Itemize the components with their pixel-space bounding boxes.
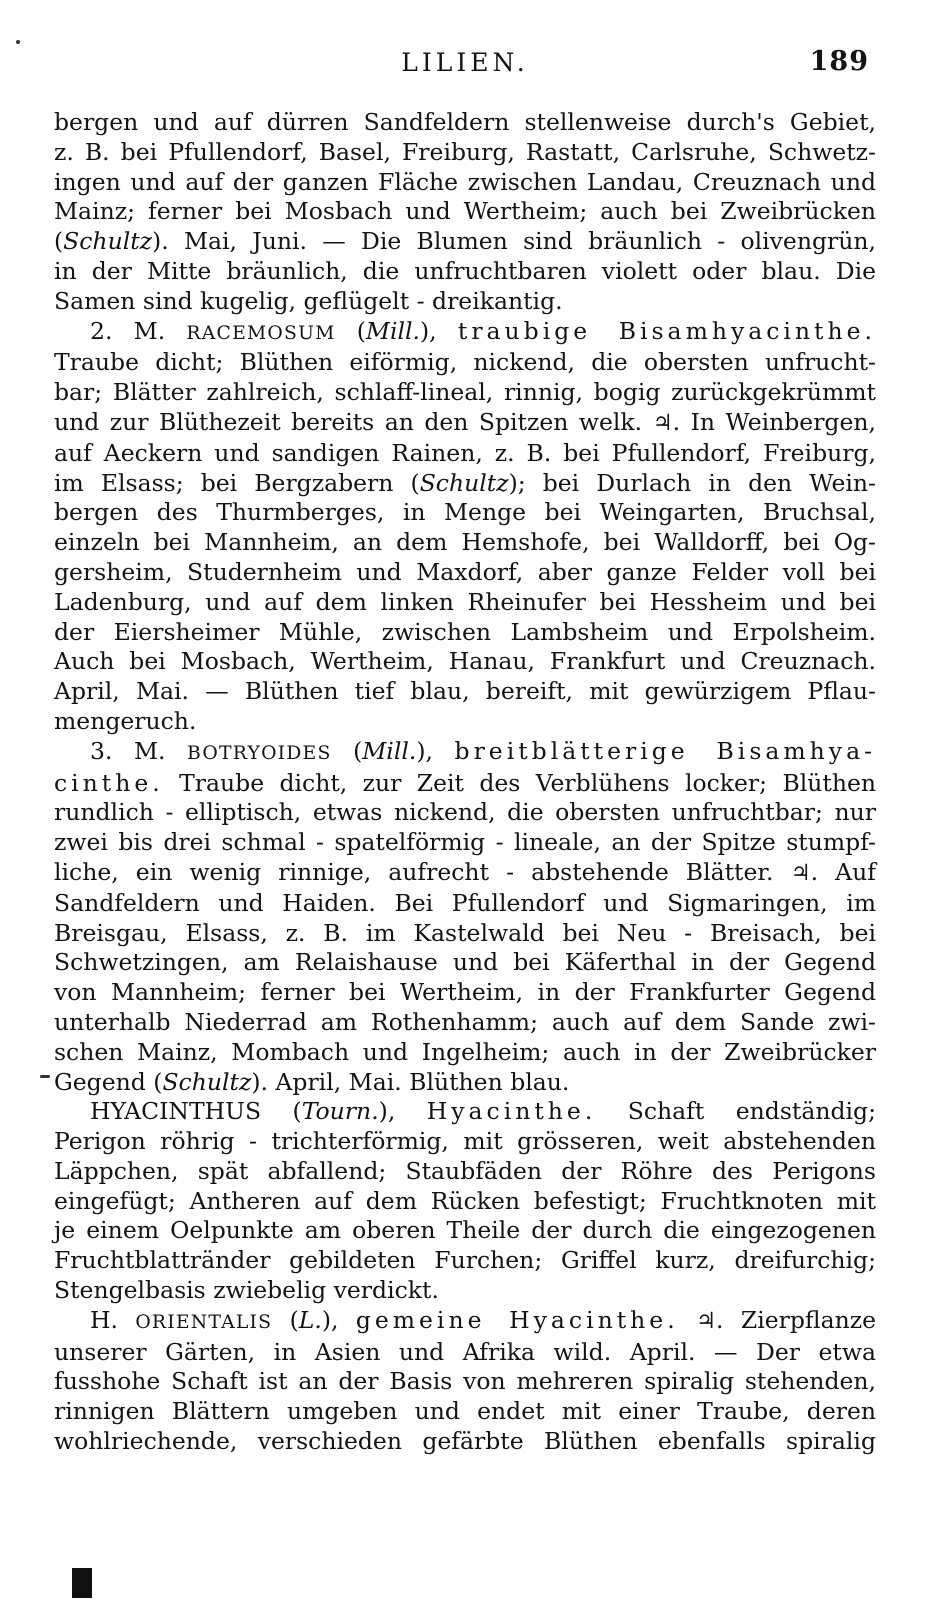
text: Traube dicht; Blüthen eiförmig, nickend, die obersten unfrucht- (54, 348, 876, 377)
italic-text: Schultz (63, 227, 153, 256)
running-title: LILIEN. (401, 48, 529, 77)
text: unserer Gärten, in Asien und Afrika wild. April. — Der etwa (54, 1337, 876, 1366)
text-line (54, 889, 876, 919)
text-line (54, 1338, 876, 1368)
text: H. (90, 1305, 136, 1334)
letterspaced-text: gemeine Hyacinthe. (355, 1305, 679, 1334)
text-line (54, 1276, 876, 1306)
text-line (54, 469, 876, 499)
text-line (54, 647, 876, 677)
text: unterhalb Niederrad am Rothenhamm; auch auf dem Sande zwi- (54, 1007, 876, 1036)
letterspaced-text: breitblätterige Bisamhya- (454, 736, 877, 765)
letterspaced-text: traubige Bisamhyacinthe. (457, 316, 876, 345)
perennial-symbol: ♃ (696, 1307, 717, 1334)
text: ), (321, 1305, 356, 1334)
text-line (54, 978, 876, 1008)
text-line (54, 138, 876, 168)
text-line (54, 737, 876, 769)
text: Ladenburg, und auf dem linken Rheinufer bei Hessheim und bei (54, 587, 876, 616)
text: von Mannheim; ferner bei Wertheim, in der Frankfurter Gegend (54, 978, 876, 1007)
text: rundlich - elliptisch, etwas nickend, die obersten unfruchtbar; nur (54, 798, 876, 827)
running-head (55, 48, 875, 82)
text: HYACINTHUS ( (90, 1097, 302, 1126)
page-number: 189 (809, 46, 869, 77)
letterspaced-text: Hyacinthe. (426, 1097, 597, 1126)
text: der Eiersheimer Mühle, zwischen Lambsheim und Erpolsheim. (54, 617, 876, 646)
text: bar; Blätter zahlreich, schlaff-lineal, rinnig, bogig zurückgekrümmt (54, 378, 876, 407)
text-line (54, 1038, 876, 1068)
text-line (54, 1216, 876, 1246)
text-line (54, 919, 876, 949)
text: . Zierpflanze (716, 1305, 876, 1334)
text: bergen und auf dürren Sandfeldern stellenweise durch's Gebiet, (54, 108, 876, 136)
text-line (54, 858, 876, 889)
text: je einem Oelpunkte am oberen Theile der durch die eingezogenen (54, 1216, 876, 1245)
italic-text: Schultz (162, 1067, 252, 1096)
scan-speck (16, 40, 20, 44)
text: in der Mitte bräunlich, die unfruchtbaren violett oder blau. Die (54, 256, 876, 285)
text: Schaft endständig; (596, 1097, 876, 1126)
text: ( (272, 1305, 299, 1334)
text-line (54, 677, 876, 707)
smallcaps-text: BOTRYOIDES (187, 742, 332, 764)
text-line (54, 408, 876, 439)
text-line (54, 1008, 876, 1038)
text-line (54, 1397, 876, 1427)
text-line (54, 1427, 876, 1457)
text: ). April, Mai. Blüthen blau. (251, 1067, 570, 1096)
text: Samen sind kugelig, geflügelt - dreikantig. (54, 286, 563, 315)
text: Stengelbasis zwiebelig verdickt. (54, 1276, 439, 1305)
text: im Elsass; bei Bergzabern ( (54, 468, 420, 497)
text-block (54, 108, 876, 1457)
italic-text: Schultz (419, 468, 509, 497)
text: Auch bei Mosbach, Wertheim, Hanau, Frankfurt und Creuznach. (54, 647, 876, 676)
text (679, 1306, 696, 1334)
text: . Auf (810, 857, 876, 886)
text: ( (335, 316, 366, 345)
text: auf Aeckern und sandigen Rainen, z. B. bei Pfullendorf, Freiburg, (54, 438, 876, 467)
text: z. B. bei Pfullendorf, Basel, Freiburg, Rastatt, Carlsruhe, Schwetz- (54, 137, 876, 166)
text: Breisgau, Elsass, z. B. im Kastelwald bei Neu - Breisach, bei (54, 918, 876, 947)
text-line (54, 618, 876, 648)
text: wohlriechende, verschieden gefärbte Blüthen ebenfalls spiralig (54, 1427, 876, 1456)
text: April, Mai. — Blüthen tief blau, bereift, mit gewürzigem Pflau- (54, 677, 876, 706)
text: ingen und auf der ganzen Fläche zwischen Landau, Creuznach und (54, 167, 876, 196)
text: Sandfeldern und Haiden. Bei Pfullendorf und Sigmaringen, im (54, 888, 876, 917)
text-line (54, 197, 876, 227)
text: mengeruch. (54, 706, 197, 735)
scan-speck (40, 1075, 50, 1078)
text: ( (54, 227, 64, 256)
text: ), (420, 316, 458, 345)
text-line (54, 707, 876, 737)
text: Gegend ( (54, 1067, 163, 1096)
text: ( (331, 736, 363, 765)
text-line (54, 378, 876, 408)
text-line (54, 168, 876, 198)
text-line (54, 1097, 876, 1127)
text: eingefügt; Antheren auf dem Rücken befestigt; Fruchtknoten mit (54, 1186, 876, 1215)
scan-artifact (72, 1568, 92, 1598)
text: . In Weinbergen, (672, 407, 876, 436)
text-line (54, 287, 876, 317)
text-line (54, 108, 876, 138)
smallcaps-text: RACEMOSUM (186, 322, 336, 344)
text-line (54, 1367, 876, 1397)
text: Fruchtblattränder gebildeten Furchen; Griffel kurz, dreifurchig; (54, 1246, 876, 1275)
italic-text: Mill. (365, 316, 421, 345)
text: ), (416, 736, 455, 765)
text: Mainz; ferner bei Mosbach und Wertheim; auch bei Zweibrücken (54, 197, 876, 226)
text-line (54, 348, 876, 378)
text: schen Mainz, Mombach und Ingelheim; auch in der Zweibrücker (54, 1037, 876, 1066)
text-line (54, 1157, 876, 1187)
text-line (54, 498, 876, 528)
text: ), (378, 1097, 427, 1126)
italic-text: L. (298, 1305, 322, 1334)
text: bergen des Thurmberges, in Menge bei Weingarten, Bruchsal, (54, 498, 876, 527)
text-line (54, 1306, 876, 1338)
italic-text: Tourn. (301, 1097, 379, 1126)
text: 3. M. (90, 736, 188, 765)
perennial-symbol: ♃ (790, 859, 811, 886)
text: 2. M. (90, 316, 187, 345)
text: und zur Blüthezeit bereits an den Spitzen welk. (54, 407, 653, 436)
text: Traube dicht, zur Zeit des Verblühens locker; Blüthen (163, 768, 876, 797)
text-line (54, 439, 876, 469)
text: fusshohe Schaft ist an der Basis von mehreren spiralig stehenden, (54, 1367, 876, 1396)
text-line (54, 257, 876, 287)
text-line (54, 588, 876, 618)
text: Perigon röhrig - trichterförmig, mit grösseren, weit abstehenden (54, 1127, 876, 1156)
perennial-symbol: ♃ (652, 409, 673, 436)
text-line (54, 1246, 876, 1276)
text-line (54, 798, 876, 828)
smallcaps-text: ORIENTALIS (135, 1311, 273, 1333)
text-line (54, 227, 876, 257)
text: Läppchen, spät abfallend; Staubfäden der Röhre des Perigons (54, 1156, 876, 1185)
text: liche, ein wenig rinnige, aufrecht - abstehende Blätter. (54, 857, 791, 886)
text: ); bei Durlach in den Wein- (508, 468, 876, 497)
text-line (54, 1127, 876, 1157)
text: rinnigen Blättern umgeben und endet mit einer Traube, deren (54, 1397, 876, 1426)
letterspaced-text: cinthe. (54, 768, 164, 797)
text-line (54, 769, 876, 799)
text: zwei bis drei schmal - spatelförmig - lineale, an der Spitze stumpf- (54, 828, 876, 857)
text-line (54, 1068, 876, 1098)
text-line (54, 528, 876, 558)
text-line (54, 558, 876, 588)
text: Schwetzingen, am Relaishause und bei Käferthal in der Gegend (54, 948, 876, 977)
italic-text: Mill. (362, 736, 417, 765)
text-line (54, 828, 876, 858)
text: gersheim, Studernheim und Maxdorf, aber ganze Felder voll bei (54, 557, 876, 586)
text-line (54, 317, 876, 349)
text: ). Mai, Juni. — Die Blumen sind bräunlich - olivengrün, (152, 227, 876, 256)
text: einzeln bei Mannheim, an dem Hemshofe, bei Walldorff, bei Og- (54, 528, 876, 557)
text-line (54, 1187, 876, 1217)
text-line (54, 948, 876, 978)
